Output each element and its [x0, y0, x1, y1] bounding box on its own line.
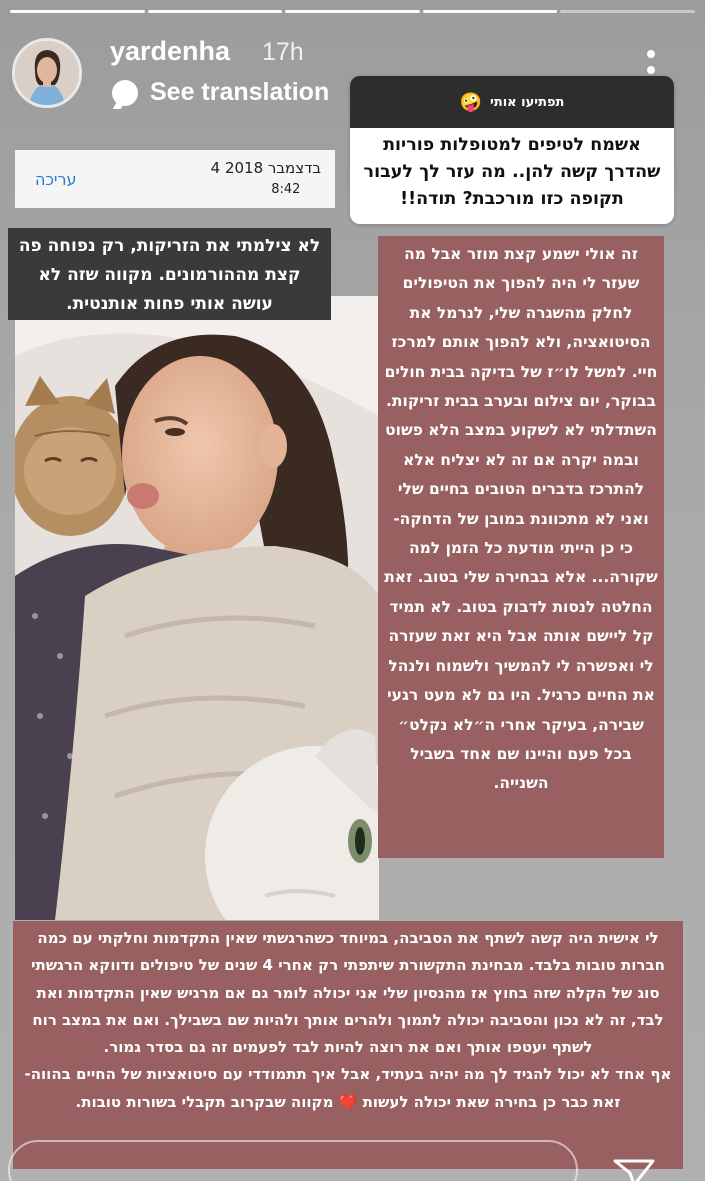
progress-segment-current: [560, 10, 695, 13]
question-sticker-title: תפתיעו אותי: [490, 94, 565, 110]
progress-segment: [148, 10, 283, 13]
question-sticker-text: אשמח לטיפים למטופלות פוריות שהדרך קשה להן.. מה עזר לך לעבור תקופה כזו מורכבת? תודה!!: [350, 128, 674, 224]
note-header: [15, 150, 335, 208]
username[interactable]: yardenha: [110, 36, 231, 66]
zany-face-icon: 🤪: [459, 91, 482, 113]
story-text-box: זה אולי ישמע קצת מוזר אבל מה שעזר לי היה להפוך את הטיפולים לחלק מהשגרה שלי, לנרמל את הסיטואציה, ולא להפוך אותם למרכז חיי. למשל לו״ז של בדיקה בבית חולים בבוקר, יום צילום ובערב בבית זריקות. השתדלתי לא לשקוע במצב הלא פשוט ובמה יקרה אם זה לא יצליח אלא להתרכז בדברים הטובים בחיים שלי ואני לא מתכוונת במובן של הדחקה- כי כן הייתי מודעת כל הזמן למה שקורה... אלא בבחירה שלי בטוב. זאת החלטה לנסות לדבוק בטוב. לא תמיד קל ליישם אותה אבל היא זאת שעזרה לי ואפשרה לי להמשיך ולשמוח ולנהל את החיים כרגיל. היו גם לא מעט רגעי שבירה, בעיקר אחרי ה״לא נקלט״ בכל פעם והיינו שם אחד בשביל השנייה.: [378, 236, 664, 858]
edit-button[interactable]: עריכה: [35, 169, 77, 189]
selfie-photo: [15, 296, 379, 920]
bottom-paragraph-2-end: מקווה שבקרוב תקבלי בשורות טובות.: [75, 1092, 334, 1111]
heart-icon: ❤️: [338, 1092, 358, 1111]
speech-bubble-icon: [112, 80, 138, 106]
progress-segment: [285, 10, 420, 13]
note-time: 8:42: [271, 182, 301, 197]
note-timestamp: [211, 157, 321, 201]
question-sticker-header: [350, 76, 674, 128]
story-progress-bar: [10, 10, 695, 14]
bottom-text-box: [13, 921, 683, 1169]
avatar[interactable]: [12, 38, 82, 108]
progress-segment: [10, 10, 145, 13]
bottom-paragraph-2-start: אף אחד לא יכול להגיד לך מה יהיה בעתיד, אבל איך תתמודדי עם סיטואציות של החיים בהווה- זאת כבר כן בחירה שאת יכולה לעשות: [24, 1065, 672, 1111]
post-time: 17h: [262, 38, 304, 66]
progress-segment: [423, 10, 558, 13]
bottom-paragraph-1: לי אישית היה קשה לשתף את הסביבה, במיוחד כשהרגשתי שאין התקדמות וחלקתי עם כמה חברות טובות בלבד. מבחינת התקשורת שיתפתי רק אחרי 4 שנים של טיפולים ודווקא הרגשתי סוג של הקלה שזה בחוץ אז מהנסיון שלי אני יכולה לומר גם אם מרגיש שאין התקדמות ואת לבד, זה לא נכון והסביבה יכולה לתמוך ולהרים אותך ולהיות שם בשבילך. ואם את במצב רוח לשתף יעטפו אותך ואם את רוצה להיות לבד לפעמים זה גם בסדר גמור.: [31, 929, 665, 1057]
reply-input[interactable]: [8, 1140, 578, 1181]
photo-caption: לא צילמתי את הזריקות, רק נפוחה פה קצת מההורמונים. מקווה שזה לא עושה אותי פחות אותנטית.: [8, 228, 331, 320]
send-icon[interactable]: [612, 1158, 656, 1181]
note-date: 4 בדצמבר 2018: [210, 159, 321, 177]
question-sticker[interactable]: [350, 76, 674, 224]
see-translation-label: See translation: [150, 78, 330, 106]
see-translation-button[interactable]: [112, 78, 329, 107]
